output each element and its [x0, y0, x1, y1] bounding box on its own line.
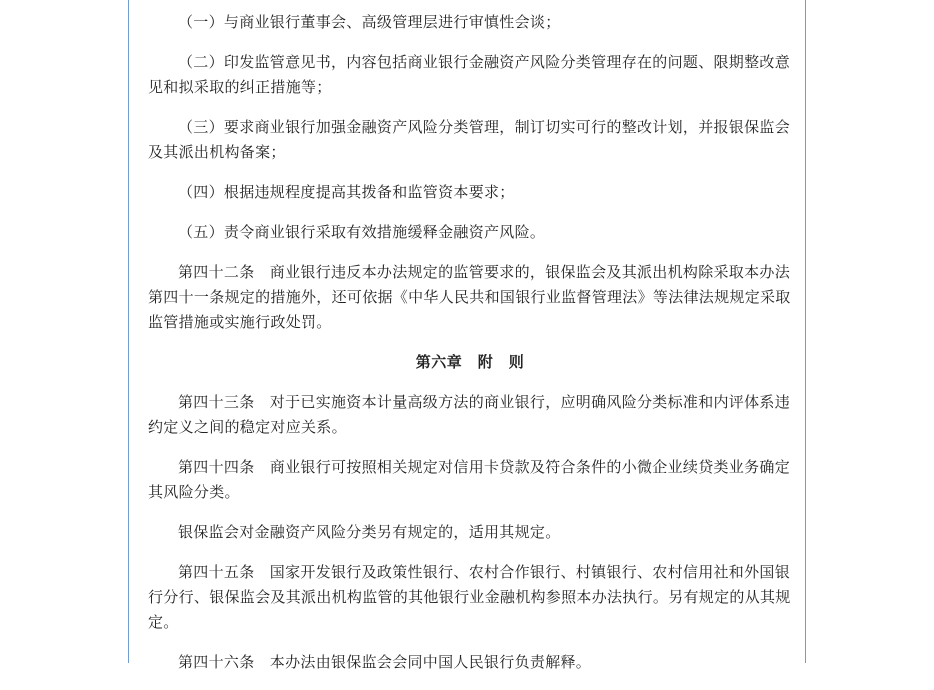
- paragraph-article-42: 第四十二条 商业银行违反本办法规定的监管要求的，银保监会及其派出机构除采取本办法第四十一条规定的措施外，还可依据《中华人民共和国银行业监督管理法》等法律法规规定采取监管措施或实施行政处罚。: [148, 263, 791, 331]
- document-body: [148, 10, 792, 690]
- paragraph-measure-2: （二）印发监管意见书，内容包括商业银行金融资产风险分类管理存在的问题、限期整改意见和拟采取的纠正措施等；: [148, 53, 791, 96]
- paragraph-measure-1: （一）与商业银行董事会、高级管理层进行审慎性会谈；: [178, 13, 561, 31]
- paragraph-measure-3: （三）要求商业银行加强金融资产风险分类管理，制订切实可行的整改计划，并报银保监会及其派出机构备案；: [148, 118, 791, 161]
- frame-right-border: [805, 0, 806, 663]
- paragraph-other-provisions: 银保监会对金融资产风险分类另有规定的，适用其规定。: [178, 523, 561, 541]
- paragraph-article-44: 第四十四条 商业银行可按照相关规定对信用卡贷款及符合条件的小微企业续贷类业务确定其风险分类。: [148, 458, 791, 501]
- frame-left-border: [128, 0, 129, 663]
- chapter-heading: 第六章 附 则: [415, 353, 525, 371]
- paragraph-article-45: 第四十五条 国家开发银行及政策性银行、农村合作银行、村镇银行、农村信用社和外国银行分行、银保监会及其派出机构监管的其他银行业金融机构参照本办法执行。另有规定的从其规定。: [148, 563, 791, 631]
- paragraph-article-43: 第四十三条 对于已实施资本计量高级方法的商业银行，应明确风险分类标准和内评体系违约定义之间的稳定对应关系。: [148, 393, 791, 436]
- paragraph-article-46: 第四十六条 本办法由银保监会会同中国人民银行负责解释。: [178, 653, 592, 671]
- paragraph-measure-4: （四）根据违规程度提高其拨备和监管资本要求；: [178, 183, 515, 201]
- paragraph-measure-5: （五）责令商业银行采取有效措施缓释金融资产风险。: [178, 223, 546, 241]
